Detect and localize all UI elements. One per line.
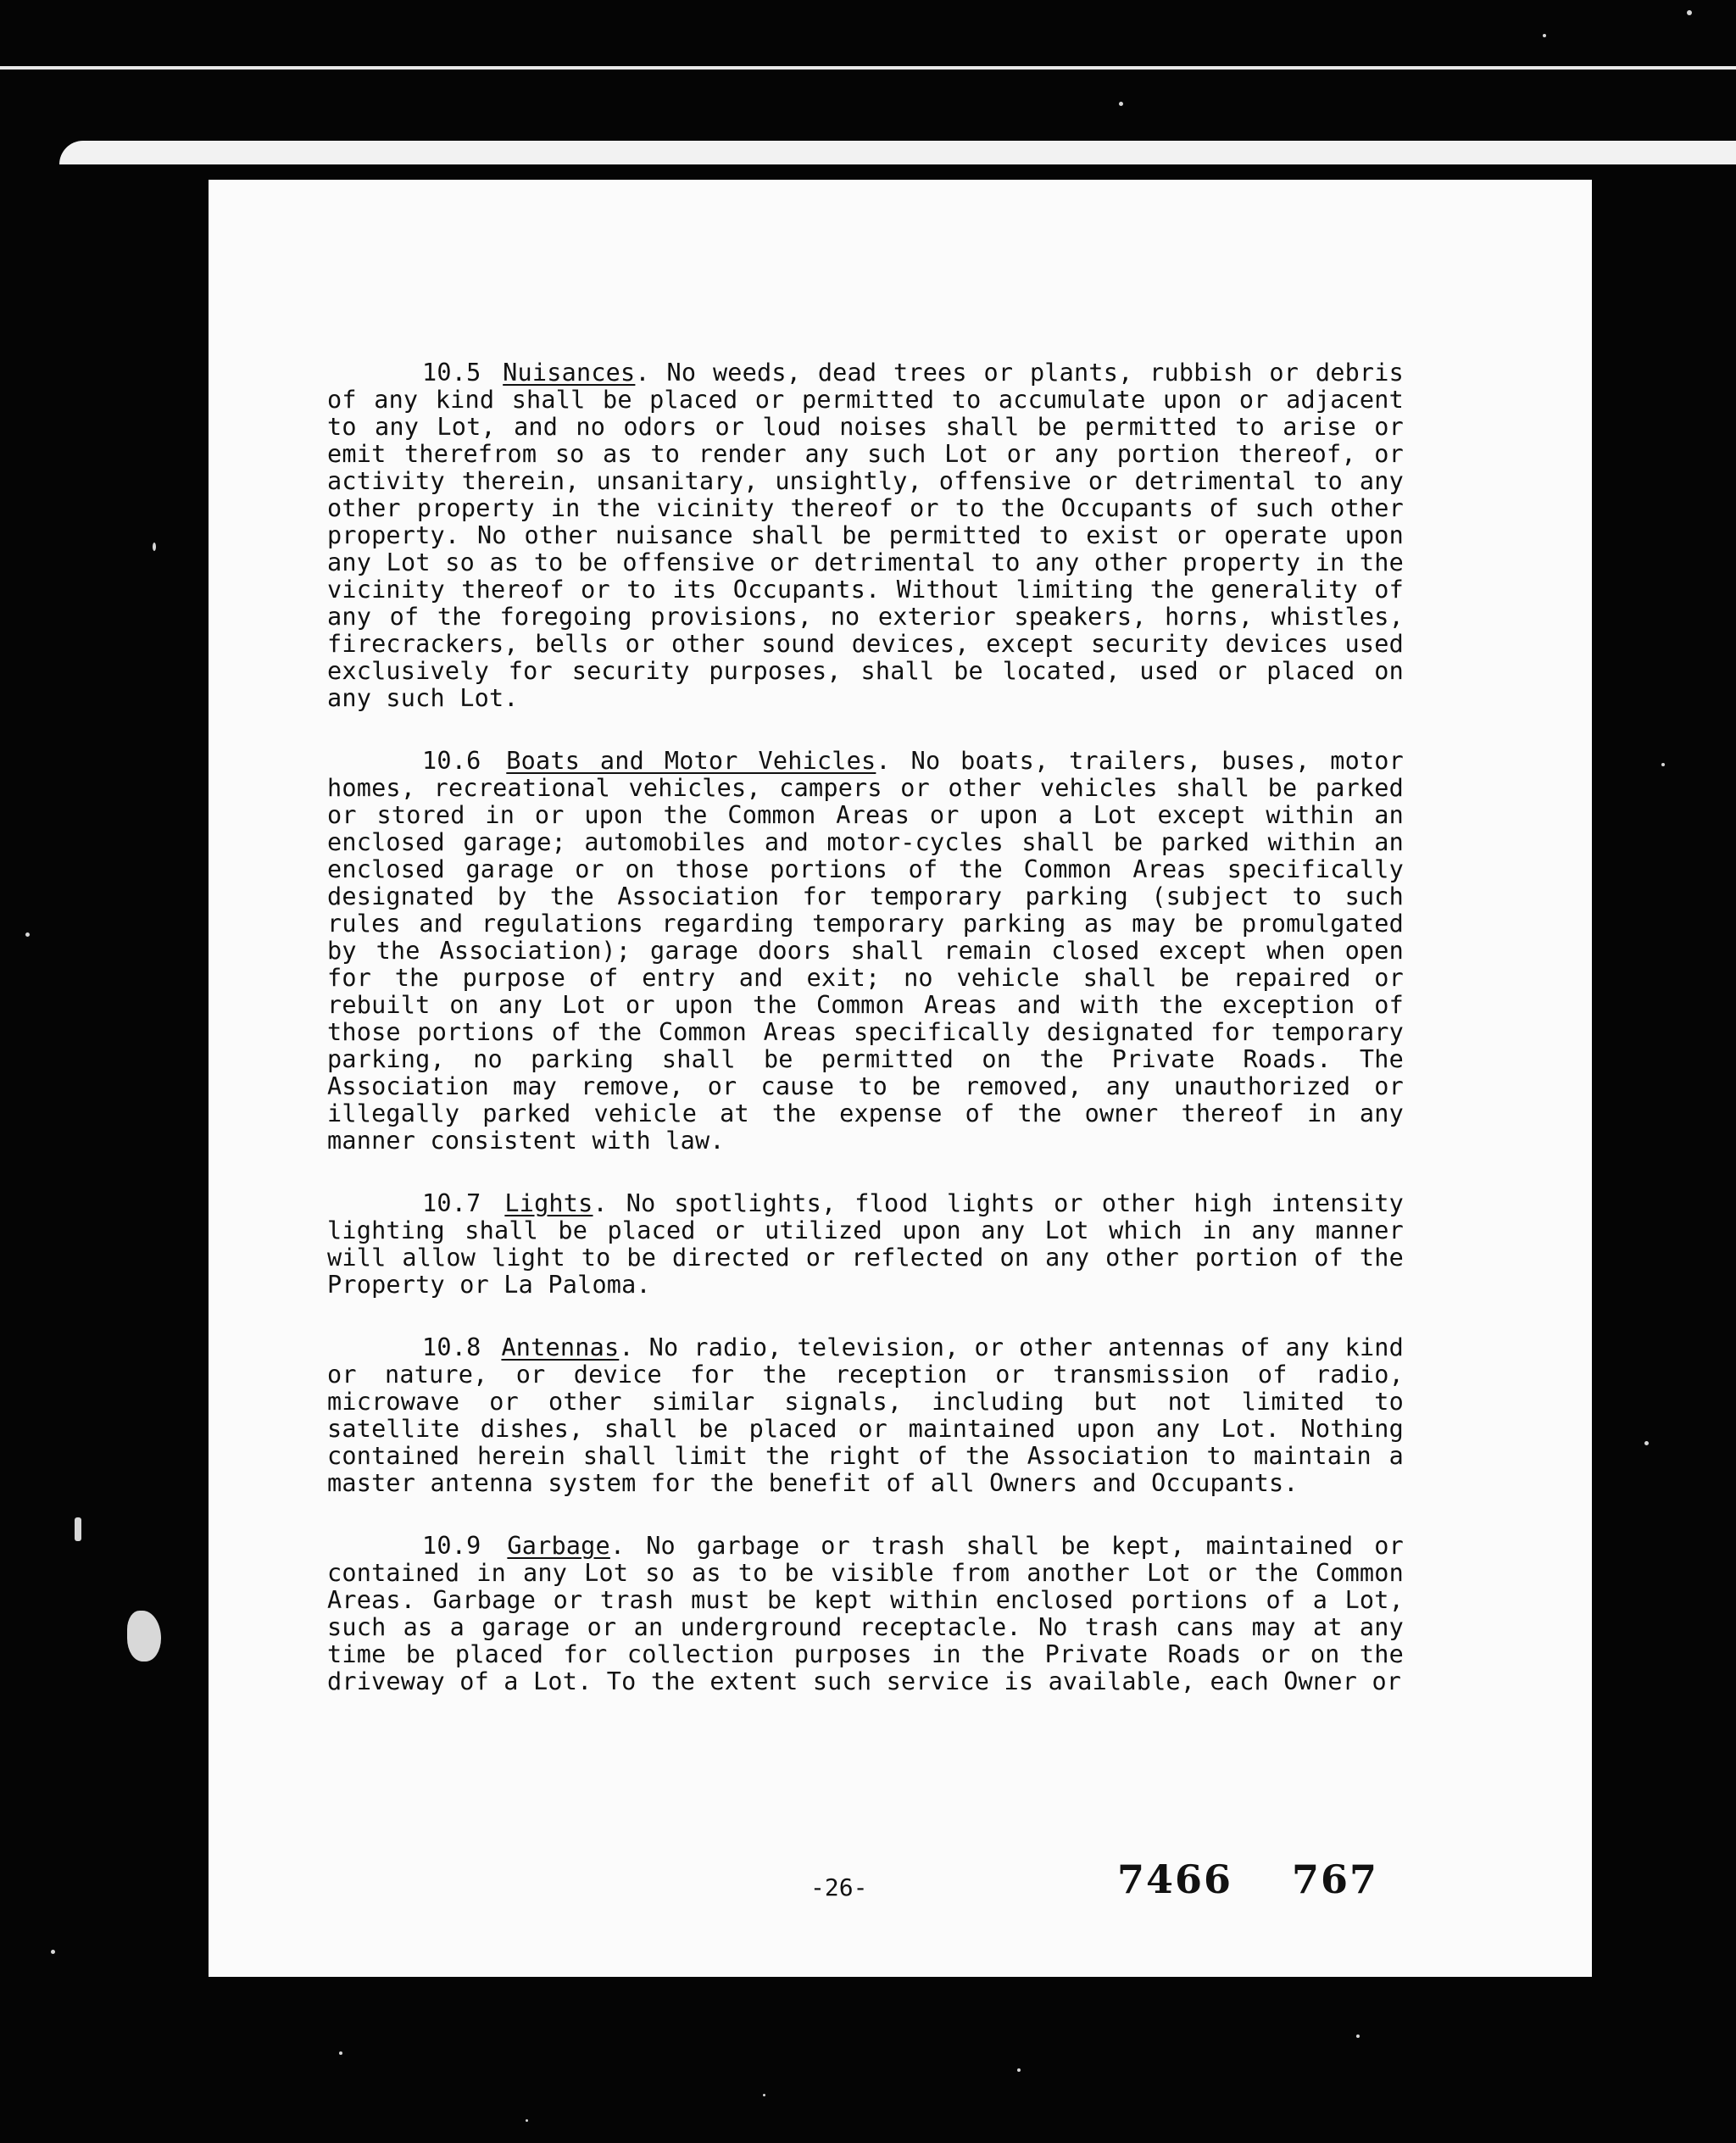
noise-speck xyxy=(1017,2068,1021,2072)
section-number: 10.8 xyxy=(422,1333,481,1361)
section-number: 10.5 xyxy=(422,359,481,387)
section-number: 10.9 xyxy=(422,1532,481,1560)
section-10-6: 10.6 Boats and Motor Vehicles. No boats, trailers, buses, motor homes, recreational vehicles, campers or other vehicles shall be parked or stored in or upon the Common Areas or upon a Lot except within an enclosed garage; automobiles and motor-cycles shall be parked within an enclosed garage or on those portions of the Common Areas specifically designated by the Association for temporary parking (subject to such rules and regulations regarding temporary parking as may be promulgated by the Association); garage doors shall remain closed except when open for the purpose of entry and exit; no vehicle shall be repaired or rebuilt on any Lot or upon the Common Areas and with the exception of those portions of the Common Areas specifically designated for temporary parking, no parking shall be permitted on the Private Roads. The Association may remove, or cause to be removed, any unauthorized or illegally parked vehicle at the expense of the owner thereof in any manner consistent with law. xyxy=(327,747,1405,1155)
noise-speck xyxy=(75,1517,81,1541)
section-10-9: 10.9 Garbage. No garbage or trash shall be kept, maintained or contained in any Lot so as to be visible from another Lot or the Common Areas. Garbage or trash must be kept within enclosed portions of a Lot, such as a garage or an underground receptacle. No trash cans may at any time be placed for collection purposes in the Private Roads or on the driveway of a Lot. To the extent such service is available, each Owner or xyxy=(327,1532,1404,1695)
scanner-line xyxy=(0,66,1736,70)
section-text: No weeds, dead trees or plants, rubbish or debris of any kind shall be placed or permitted to accumulate upon or adjacent to any Lot, and no odors or loud noises shall be permitted to arise or emit therefrom so as to render any such Lot or any portion thereof, or activity therein, unsanitary, unsightly, offensive or detrimental to any other property in the vicinity thereof or to the Occupants of such other property. No other nuisance shall be permitted to exist or operate upon any Lot so as to be offensive or detrimental to any other property in the vicinity thereof or to its Occupants. Without limiting the generality of any of the foregoing provisions, no exterior speakers, horns, whistles, firecrackers, bells or other sound devices, except security devices used exclusively for security purposes, shall be located, used or placed on any such Lot. xyxy=(327,359,1405,712)
section-heading: Antennas xyxy=(501,1333,620,1361)
section-number: 10.7 xyxy=(422,1189,481,1217)
noise-speck xyxy=(1687,10,1692,15)
section-text: No spotlights, flood lights or other high intensity lighting shall be placed or utilized upon any Lot which in any manner will allow light to be directed or reflected on any other portion of the Property or La Paloma. xyxy=(327,1189,1405,1299)
noise-speck xyxy=(1661,763,1665,766)
section-heading: Boats and Motor Vehicles xyxy=(506,747,876,775)
section-10-8: 10.8 Antennas. No radio, television, or other antennas of any kind or nature, or device for the reception or transmission of radio, microwave or other similar signals, including but not limited to satellite dishes, shall be placed or maintained upon any Lot. Nothing contained herein shall limit the right of the Association to maintain a master antenna system for the benefit of all Owners and Occupants. xyxy=(327,1333,1405,1497)
noise-speck xyxy=(153,543,156,551)
section-10-5: 10.5 Nuisances. No weeds, dead trees or plants, rubbish or debris of any kind shall be placed or permitted to accumulate upon or adjacent to any Lot, and no odors or loud noises shall be permitted to arise or emit therefrom so as to render any such Lot or any portion thereof, or activity therein, unsanitary, unsightly, offensive or detrimental to any other property in the vicinity thereof or to the Occupants of such other property. No other nuisance shall be permitted to exist or operate upon any Lot so as to be offensive or detrimental to any other property in the vicinity thereof or to its Occupants. Without limiting the generality of any of the foregoing provisions, no exterior speakers, horns, whistles, firecrackers, bells or other sound devices, except security devices used exclusively for security purposes, shall be located, used or placed on any such Lot. xyxy=(327,359,1405,712)
stamp-page-number: 767 xyxy=(1292,1856,1379,1902)
noise-speck xyxy=(763,2094,765,2096)
section-text: No boats, trailers, buses, motor homes, recreational vehicles, campers or other vehicles shall be parked or stored in or upon the Common Areas or upon a Lot except within an enclosed garage; automobiles and motor-cycles shall be parked within an enclosed garage or on those portions of the Common Areas specifically designated by the Association for temporary parking (subject to such rules and regulations regarding temporary parking as may be promulgated by the Association); garage doors shall remain closed except when open for the purpose of entry and exit; no vehicle shall be repaired or rebuilt on any Lot or upon the Common Areas and with the exception of those portions of the Common Areas specifically designated for temporary parking, no parking shall be permitted on the Private Roads. The Association may remove, or cause to be removed, any unauthorized or illegally parked vehicle at the expense of the owner thereof in any manner consistent with law. xyxy=(327,747,1405,1155)
noise-speck xyxy=(25,932,30,937)
recording-stamp xyxy=(1117,1856,1378,1902)
document-body xyxy=(327,359,1404,1731)
section-heading: Nuisances xyxy=(503,359,636,387)
noise-speck xyxy=(526,2119,528,2122)
noise-speck xyxy=(1543,34,1546,37)
noise-speck xyxy=(51,1950,55,1954)
stamp-book-number: 7466 xyxy=(1117,1856,1233,1902)
noise-speck xyxy=(1356,2034,1360,2038)
noise-speck xyxy=(1644,1441,1649,1445)
noise-blob xyxy=(127,1611,161,1662)
section-text: No garbage or trash shall be kept, maintained or contained in any Lot so as to be visible from another Lot or the Common Areas. Garbage or trash must be kept within enclosed portions of a Lot, such as a garage or an underground receptacle. No trash cans may at any time be placed for collection purposes in the Private Roads or on the driveway of a Lot. To the extent such service is available, each Owner or xyxy=(327,1532,1404,1695)
section-heading: Lights xyxy=(504,1189,593,1217)
scanner-edge xyxy=(59,141,1736,164)
section-text: No radio, television, or other antennas of any kind or nature, or device for the reception or transmission of radio, microwave or other similar signals, including but not limited to satellite dishes, shall be placed or maintained upon any Lot. Nothing contained herein shall limit the right of the Association to maintain a master antenna system for the benefit of all Owners and Occupants. xyxy=(327,1333,1405,1497)
section-10-7: 10.7 Lights. No spotlights, flood lights or other high intensity lighting shall be placed or utilized upon any Lot which in any manner will allow light to be directed or reflected on any other portion of the Property or La Paloma. xyxy=(327,1189,1405,1299)
document-page xyxy=(209,180,1592,1977)
noise-speck xyxy=(339,2051,342,2055)
section-number: 10.6 xyxy=(422,747,481,775)
noise-speck xyxy=(1119,102,1123,106)
page-number: -26- xyxy=(810,1873,868,1901)
section-heading: Garbage xyxy=(507,1532,610,1560)
